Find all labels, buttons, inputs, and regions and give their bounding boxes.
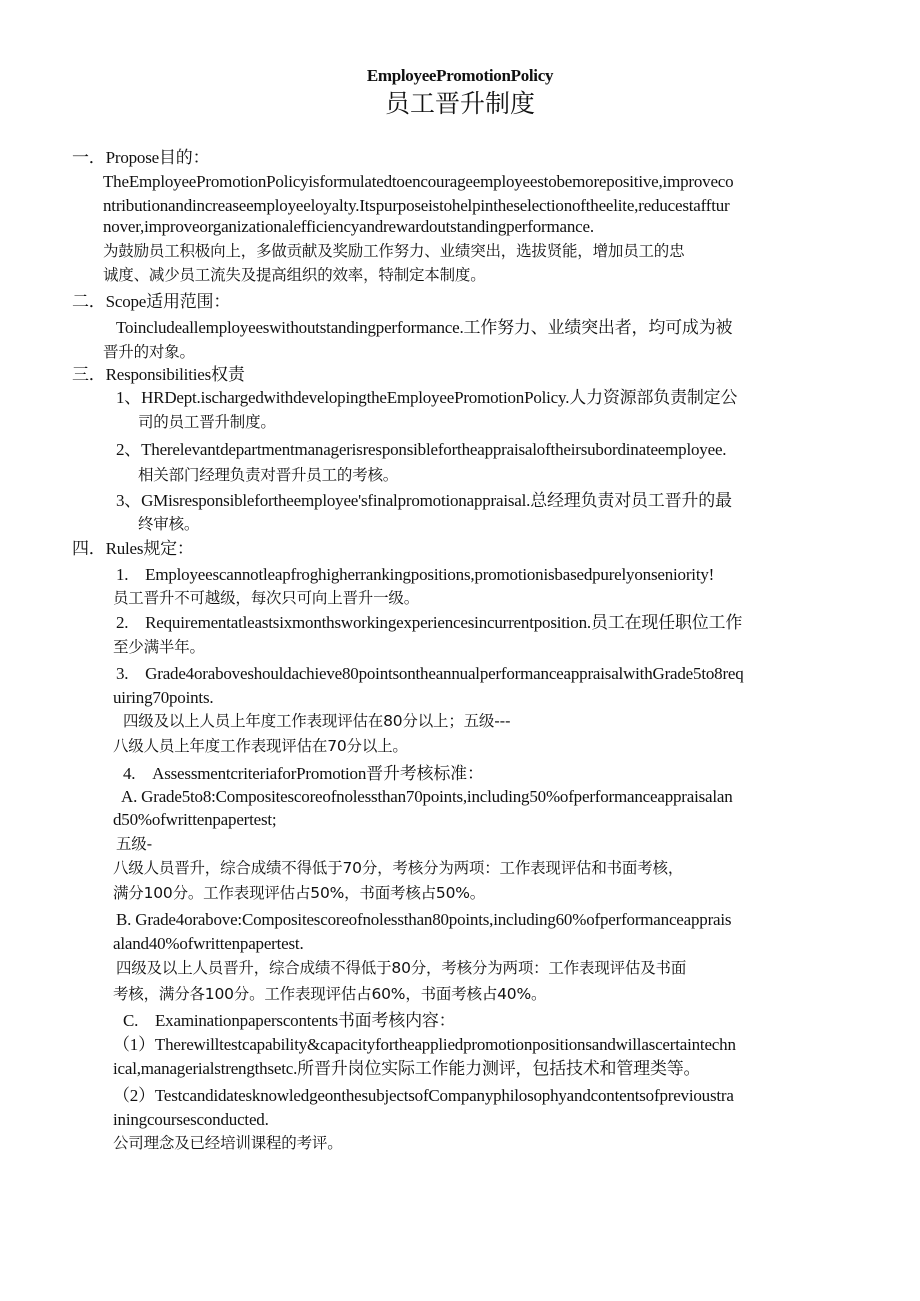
rule-3-cn-line-1: 四级及以上人员上年度工作表现评估在80分以上；五级--- xyxy=(123,712,511,730)
section-1-heading: 一．Propose目的： xyxy=(72,148,210,167)
rule-3-line-2: uiring70points. xyxy=(113,688,214,707)
rule-4c-1-line-2: ical,managerialstrengthsetc.所晋升岗位实际工作能力测评，包括技术和管理类等。 xyxy=(113,1059,701,1078)
rule-4a-cn-line-3: 满分100分。工作表现评估占50%，书面考核占50%。 xyxy=(113,884,486,902)
title-chinese: 员工晋升制度 xyxy=(384,89,535,118)
rule-4b-line-1: B. Grade4orabove:Compositescoreofnolessthan80points,including60%ofperformanceapprais xyxy=(116,910,732,929)
rule-1-cn: 员工晋升不可越级，每次只可向上晋升一级。 xyxy=(113,589,420,607)
propose-en-line-3: nover,improveorganizationalefficiencyandrewardoutstandingperformance. xyxy=(103,217,594,236)
resp-3-line-2: 终审核。 xyxy=(138,515,200,533)
rule-3-cn-line-2: 八级人员上年度工作表现评估在70分以上。 xyxy=(113,737,408,755)
rule-2-line-2: 至少满半年。 xyxy=(113,638,205,656)
resp-2-line-2: 相关部门经理负责对晋升员工的考核。 xyxy=(138,466,399,484)
propose-en-line-1: TheEmployeePromotionPolicyisformulatedtoencourageemployeestobemorepositive,improveco xyxy=(103,172,734,191)
section-4-heading: 四．Rules规定： xyxy=(72,539,194,558)
rule-2-line-1: 2. Requirementatleastsixmonthsworkingexperiencesincurrentposition.员工在现任职位工作 xyxy=(116,613,743,632)
resp-3-line-1: 3、GMisresponsiblefortheemployee'sfinalpromotionappraisal.总经理负责对员工晋升的最 xyxy=(116,491,732,510)
rule-4a-cn-line-1: 五级- xyxy=(116,835,152,853)
rule-4b-line-2: aland40%ofwrittenpapertest. xyxy=(113,934,304,953)
rule-4c-1-line-1: （1）Therewilltestcapability&capacityfortheappliedpromotionpositionsandwillascertaintechn xyxy=(113,1035,736,1054)
rule-4-heading: 4. AssessmentcriteriaforPromotion晋升考核标准： xyxy=(123,764,484,783)
rule-4c-2-cn: 公司理念及已经培训课程的考评。 xyxy=(113,1134,343,1152)
rule-4b-cn-line-2: 考核，满分各100分。工作表现评估占60%，书面考核占40%。 xyxy=(113,985,547,1003)
resp-1-line-1: 1、HRDept.ischargedwithdevelopingtheEmployeePromotionPolicy.人力资源部负责制定公 xyxy=(116,388,738,407)
rule-3-line-1: 3. Grade4oraboveshouldachieve80pointsontheannualperformanceappraisalwithGrade5to8req xyxy=(116,664,744,683)
scope-line-1: Toincludeallemployeeswithoutstandingperformance.工作努力、业绩突出者，均可成为被 xyxy=(116,318,733,337)
rule-4c-2-line-1: （2）TestcandidatesknowledgeonthesubjectsofCompanyphilosophyandcontentsofprevioustra xyxy=(113,1086,734,1105)
rule-4c-2-line-2: iningcoursesconducted. xyxy=(113,1110,269,1129)
propose-cn-line-2: 诚度、减少员工流失及提高组织的效率，特制定本制度。 xyxy=(103,266,486,284)
resp-1-line-2: 司的员工晋升制度。 xyxy=(138,413,276,431)
rule-4a-line-2: d50%ofwrittenpapertest; xyxy=(113,810,277,829)
rule-4a-cn-line-2: 八级人员晋升，综合成绩不得低于70分，考核分为两项：工作表现评估和书面考核， xyxy=(113,859,684,877)
title-english: EmployeePromotionPolicy xyxy=(366,66,554,85)
rule-4c-heading: C. Examinationpaperscontents书面考核内容： xyxy=(123,1011,456,1030)
scope-line-2: 晋升的对象。 xyxy=(103,343,195,361)
section-3-heading: 三．Responsibilities权责 xyxy=(72,365,245,384)
rule-4b-cn-line-1: 四级及以上人员晋升，综合成绩不得低于80分，考核分为两项：工作表现评估及书面 xyxy=(116,959,687,977)
rule-1-en: 1. Employeescannotleapfroghigherrankingpositions,promotionisbasedpurelyonseniority! xyxy=(116,565,715,584)
propose-en-line-2: ntributionandincreaseemployeeloyalty.Itspurposeistohelpintheselectionoftheelite,reducestafftur xyxy=(103,196,730,215)
propose-cn-line-1: 为鼓励员工积极向上，多做贡献及奖励工作努力、业绩突出，选拔贤能，增加员工的忠 xyxy=(103,242,685,260)
rule-4a-line-1: A. Grade5to8:Compositescoreofnolessthan70points,including50%ofperformanceappraisalan xyxy=(121,787,733,806)
section-2-heading: 二．Scope适用范围： xyxy=(72,292,231,311)
resp-2-line-1: 2、Therelevantdepartmentmanagerisresponsiblefortheappraisaloftheirsubordinateemployee. xyxy=(116,440,727,459)
